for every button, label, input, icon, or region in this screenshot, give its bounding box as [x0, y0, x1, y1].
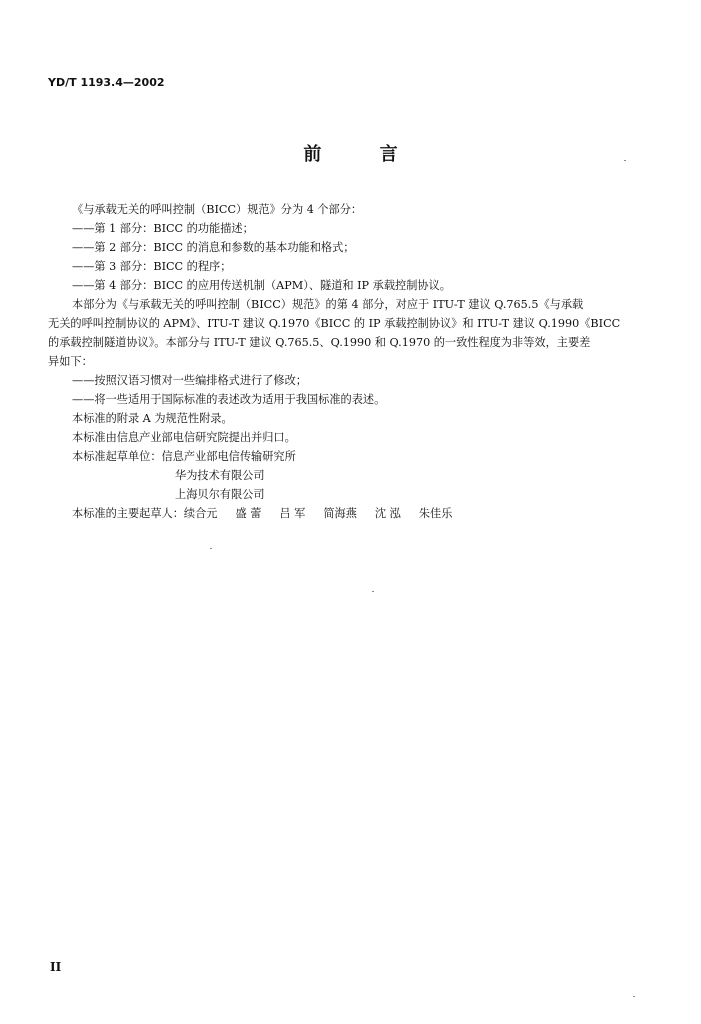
- foreword-body: [48, 200, 658, 523]
- drafter-name: 朱佳乐: [418, 507, 453, 520]
- drafter-name: 吕 军: [279, 507, 306, 520]
- part-list-item: ——第 4 部分：BICC 的应用传送机制（APM）、隧道和 IP 承载控制协议。: [72, 279, 451, 292]
- correspondence-line: 无关的呼叫控制协议的 APM》、ITU-T 建议 Q.1970《BICC 的 IP 承载控制协议》和 ITU-T 建议 Q.1990《BICC: [48, 317, 621, 330]
- scan-speck: [210, 548, 212, 549]
- drafter-name: 简海燕: [323, 507, 357, 520]
- drafters-row: [48, 504, 658, 523]
- correspondence-line: 的承载控制隧道协议》。本部分与 ITU-T 建议 Q.765.5、Q.1990 和 Q.1970 的一致性程度为非等效，主要差: [48, 336, 591, 349]
- intro-paragraph: 《与承载无关的呼叫控制（BICC）规范》分为 4 个部分：: [72, 203, 363, 216]
- correspondence-line: 本部分为《与承载无关的呼叫控制（BICC）规范》的第 4 部分，对应于 ITU-T 建议 Q.765.5《与承载: [72, 298, 584, 311]
- annex-note: 本标准的附录 A 为规范性附录。: [72, 412, 233, 425]
- part-list-item: ——第 1 部分：BICC 的功能描述；: [72, 222, 254, 235]
- drafter-name: 沈 泓: [374, 507, 401, 520]
- drafting-unit: 信息产业部电信传输研究所: [161, 450, 296, 463]
- drafting-units-label: 本标准起草单位：: [72, 450, 162, 463]
- drafting-unit: 华为技术有限公司: [175, 469, 265, 482]
- standard-code: YD/T 1193.4—2002: [48, 76, 165, 89]
- part-list-item: ——第 3 部分：BICC 的程序；: [72, 260, 232, 273]
- scan-speck: [624, 160, 626, 161]
- drafting-unit: 上海贝尔有限公司: [175, 488, 265, 501]
- drafter-name: 续合元: [183, 507, 218, 520]
- page-title: 前 言: [303, 144, 424, 165]
- drafters-label: 本标准的主要起草人：: [72, 507, 184, 520]
- drafting-units-row: [48, 447, 658, 466]
- difference-item: ——按照汉语习惯对一些编排格式进行了修改；: [72, 374, 307, 387]
- scan-speck: [633, 996, 635, 997]
- part-list-item: ——第 2 部分：BICC 的消息和参数的基本功能和格式；: [72, 241, 355, 254]
- correspondence-line: 异如下：: [48, 355, 93, 368]
- scan-speck: [372, 591, 374, 592]
- drafter-name: 盛 蕾: [235, 507, 262, 520]
- proposer-note: 本标准由信息产业部电信研究院提出并归口。: [72, 431, 296, 444]
- page-number: II: [50, 960, 62, 974]
- difference-item: ——将一些适用于国际标准的表述改为适用于我国标准的表述。: [72, 393, 386, 406]
